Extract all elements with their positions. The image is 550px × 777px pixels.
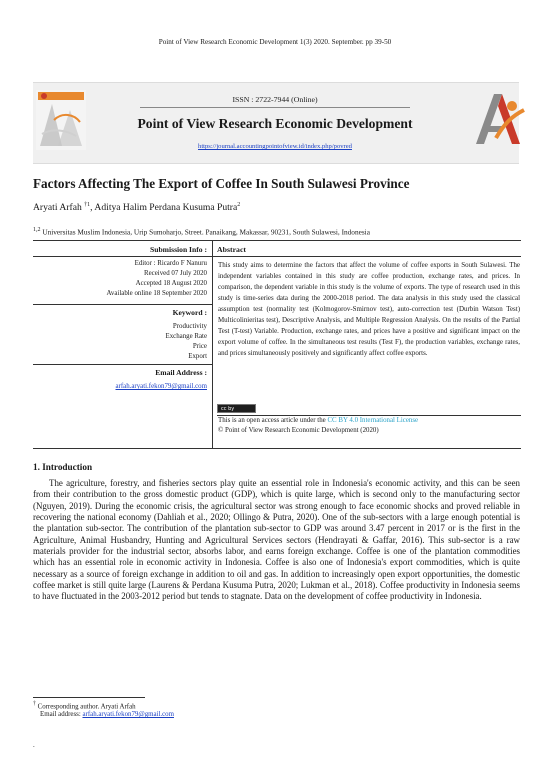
intro-paragraph: The agriculture, forestry, and fisheries sectors play quite an essential role in Indonesia's economic activity, and this can be seen from their contribution to the gross domestic product (GDP), which is quite large, which is second only to the manufacturing sector (Nguyen, 2019). During the economic crisis, the agricultural sector was strong enough to face economic shocks and proved reliable in recovering the national economy (Dahliah et al., 2020; Ollingo & Putra, 2020). One of the sub-sectors with a large enough potential is the plantation sub-sector. The contribution of the plantation sub-sector to GDP was around 3.47 percent in 2017 or is the first in the Agriculture, Animal Husbandry, Hunting and Agricultural Services sectors (Hendrayati & Gaffar, 2016). This sub-sector is a raw materials provider for the industrial sector, absorbs labor, and earns foreign exchange. Coffee is one of the plantation commodities which has an essential role in economic activity in Indonesia. Coffee is also one of Indonesia's export commodities, which is quite necessary as a source of foreign exchange in addition to oil and gas. In addition to increasingly open export opportunities, the domestic coffee market is still quite large (Laurens & Perdana Kusuma Putra, 2020; Lukman et al., 2018). Coffee productivity in Indonesia seems to have fluctuated in the 2003-2012 period but tends to stagnate. Data on the development of coffee productivity in Indonesia.: [33, 478, 520, 602]
affiliation-text: Universitas Muslim Indonesia, Urip Sumoharjo, Street. Panaikang, Makassar, 90231, South Sulawesi, Indonesia: [40, 227, 370, 237]
accepted-line: Accepted 18 August 2020: [135, 280, 207, 287]
author-1-marks: †1: [84, 202, 91, 208]
author-2: , Aditya Halim Perdana Kusuma Putra: [90, 202, 238, 214]
affiliation: [33, 227, 523, 236]
affiliation-mark: 1,2: [33, 227, 41, 233]
keyword-item: Exchange Rate: [165, 333, 207, 340]
journal-cover-logo: [36, 90, 86, 150]
editor-line: Editor : Ricardo F Nanuru: [134, 260, 207, 267]
abstract-rule: [212, 256, 521, 257]
issn-divider: [140, 107, 410, 108]
footnote-email: [40, 711, 174, 718]
available-line: Available online 18 September 2020: [106, 290, 207, 297]
section-heading: 1. Introduction: [33, 462, 93, 472]
main-divider: [33, 448, 521, 449]
license-rule: [217, 415, 521, 416]
keyword-rule: [33, 304, 212, 305]
keyword-item: Productivity: [172, 323, 207, 330]
keyword-item: Export: [188, 353, 207, 360]
footnote-rule: [33, 697, 145, 698]
info-top-rule: [33, 240, 521, 241]
cc-by-license-icon[interactable]: cc by: [217, 404, 256, 413]
license-line: [218, 417, 418, 424]
author-line: [33, 202, 523, 213]
keyword-item: Price: [192, 343, 207, 350]
copyright-line: © Point of View Research Economic Development (2020): [218, 427, 379, 434]
footnote-author: [33, 701, 136, 710]
abstract-heading: Abstract: [217, 245, 247, 254]
submission-rule: [33, 256, 212, 257]
footnote-author-text: Corresponding author. Aryati Arfah: [35, 703, 136, 711]
license-link[interactable]: CC BY 4.0 International License: [327, 417, 419, 424]
license-prefix: This is an open access article under the: [218, 417, 328, 424]
email-label: Email Address :: [155, 368, 207, 377]
author-2-mark: 2: [237, 202, 241, 208]
footnote-email-prefix: Email address:: [40, 711, 83, 718]
paper-title: Factors Affecting The Export of Coffee In South Sulawesi Province: [33, 176, 410, 191]
keyword-label: Keyword :: [172, 308, 207, 317]
email-link[interactable]: arfah.aryati.fekon79@gmail.com: [115, 383, 207, 390]
footnote-mark: †: [33, 701, 36, 707]
author-1: Aryati Arfah: [33, 202, 85, 214]
journal-logo-icon: [468, 86, 528, 150]
page-mark: .: [33, 741, 35, 749]
footnote-email-link[interactable]: arfah.aryati.fekon79@gmail.com: [82, 711, 174, 718]
journal-title: Point of View Research Economic Development: [137, 116, 413, 131]
running-head: Point of View Research Economic Development 1(3) 2020. September. pp 39-50: [158, 38, 392, 46]
issn-line: ISSN : 2722-7944 (Online): [232, 95, 318, 104]
email-rule: [33, 364, 212, 365]
journal-url-link[interactable]: https://journal.accountingpointofview.id/index.php/povred: [198, 143, 352, 150]
submission-info-label: Submission Info :: [150, 245, 207, 254]
column-divider: [212, 240, 213, 448]
received-line: Received 07 July 2020: [144, 270, 207, 277]
abstract-text: This study aims to determine the factors that affect the volume of coffee exports in South Sulawesi. The independent variables contained in this study are coffee production, exchange rates, and prices. In comparison, the dependent variable in this study is the volume of exports. The type of research used in this study is time-series data during the 2000-2018 period. The data analysis in this study used the classical assumption test (normality test (Kolmogorov-Smirnov test), auto-correction test (Durbin Watson Test) Multicolinieritas test), Descriptive Analysis, and Multiple Regression Analysis. On the results of the Partial Test (T-test) Variable. Production, exchange rates, and prices have a positive and significant impact on the export volume of coffee. In the simultaneous test results (Test F), the production variables, exchange rates, and prices simultaneously positively and significantly affect coffee exports.: [218, 261, 520, 358]
